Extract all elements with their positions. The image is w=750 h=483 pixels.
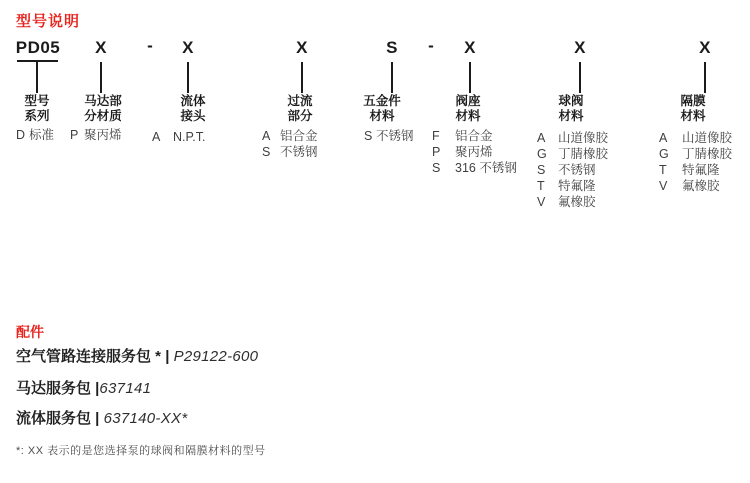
column-options-hardware-material bbox=[364, 128, 414, 144]
option-row: A 山道像胶 bbox=[659, 131, 733, 145]
connector-line bbox=[391, 62, 393, 93]
column-options-diaphragm-material bbox=[659, 130, 732, 194]
column-options-ball-material bbox=[537, 130, 608, 210]
option-row: G 丁腈橡胶 bbox=[659, 147, 733, 161]
code-dash: - bbox=[428, 36, 434, 55]
column-heading-ball-material: 球阀 材料 bbox=[558, 94, 584, 123]
option-row: A 山道像胶 bbox=[537, 131, 609, 145]
column-heading-fluid-connection: 流体 接头 bbox=[180, 94, 206, 123]
option-row: S 不锈钢 bbox=[364, 129, 414, 143]
accessory-item-air-line-service-kit: 空气管路连接服务包 * | P29122-600 bbox=[16, 348, 259, 365]
column-heading-motor-material: 马达部 分材质 bbox=[84, 94, 122, 123]
code-char: S bbox=[386, 38, 398, 57]
connector-line bbox=[579, 62, 581, 93]
option-row: F 铝合金 bbox=[432, 129, 493, 143]
connector-line bbox=[704, 62, 706, 93]
code-char: X bbox=[574, 38, 586, 57]
code-dash: - bbox=[147, 36, 153, 55]
page-title: 型号说明 bbox=[16, 13, 81, 30]
column-heading-diaphragm-material: 隔膜 材料 bbox=[680, 94, 706, 123]
accessories-title: 配件 bbox=[16, 324, 44, 340]
option-row: T 特氟隆 bbox=[659, 163, 720, 177]
column-options-fluid-connection bbox=[152, 129, 205, 145]
column-heading-wetted-section: 过流 部分 bbox=[287, 94, 313, 123]
column-heading-hardware-material: 五金件 材料 bbox=[363, 94, 401, 123]
code-char: X bbox=[464, 38, 476, 57]
accessory-item-fluid-service-kit: 流体服务包 | 637140-XX* bbox=[16, 410, 188, 427]
option-row: A 铝合金 bbox=[262, 129, 318, 143]
part-number: P29122-600 bbox=[173, 348, 259, 365]
option-row: P 聚丙烯 bbox=[432, 145, 493, 159]
code-char: X bbox=[182, 38, 194, 57]
option-row: S 不锈钢 bbox=[537, 163, 596, 177]
code-char: X bbox=[95, 38, 107, 57]
column-options-motor-material bbox=[70, 127, 122, 143]
option-row: V 氟橡胶 bbox=[537, 195, 596, 209]
option-row: T 特氟隆 bbox=[537, 179, 596, 193]
column-heading-series: 型号 系列 bbox=[24, 94, 50, 123]
connector-line bbox=[187, 62, 189, 93]
connector-line bbox=[469, 62, 471, 93]
code-prefix: PD05 bbox=[15, 38, 61, 57]
connector-line bbox=[36, 60, 38, 93]
part-number: 637141 bbox=[99, 380, 152, 397]
accessory-item-motor-service-kit: 马达服务包 |637141 bbox=[16, 380, 152, 397]
code-char: X bbox=[699, 38, 711, 57]
column-heading-seat-material: 阀座 材料 bbox=[455, 94, 481, 123]
column-options-wetted-section bbox=[262, 128, 318, 160]
option-row: G 丁腈橡胶 bbox=[537, 147, 609, 161]
option-row: S 不锈钢 bbox=[262, 145, 318, 159]
option-row: P 聚丙烯 bbox=[70, 128, 122, 142]
connector-line bbox=[100, 62, 102, 93]
option-row: V 氟橡胶 bbox=[659, 179, 720, 193]
column-options-seat-material bbox=[432, 128, 517, 176]
connector-line bbox=[301, 62, 303, 93]
option-row: A N.P.T. bbox=[152, 130, 206, 144]
column-options-series bbox=[16, 127, 54, 143]
option-row: D 标准 bbox=[16, 128, 55, 142]
part-number: 637140-XX* bbox=[103, 410, 188, 427]
option-row: S 316 不锈钢 bbox=[432, 161, 517, 175]
code-char: X bbox=[296, 38, 308, 57]
footnote: *: XX 表示的是您选择泵的球阀和隔膜材料的型号 bbox=[16, 445, 266, 457]
